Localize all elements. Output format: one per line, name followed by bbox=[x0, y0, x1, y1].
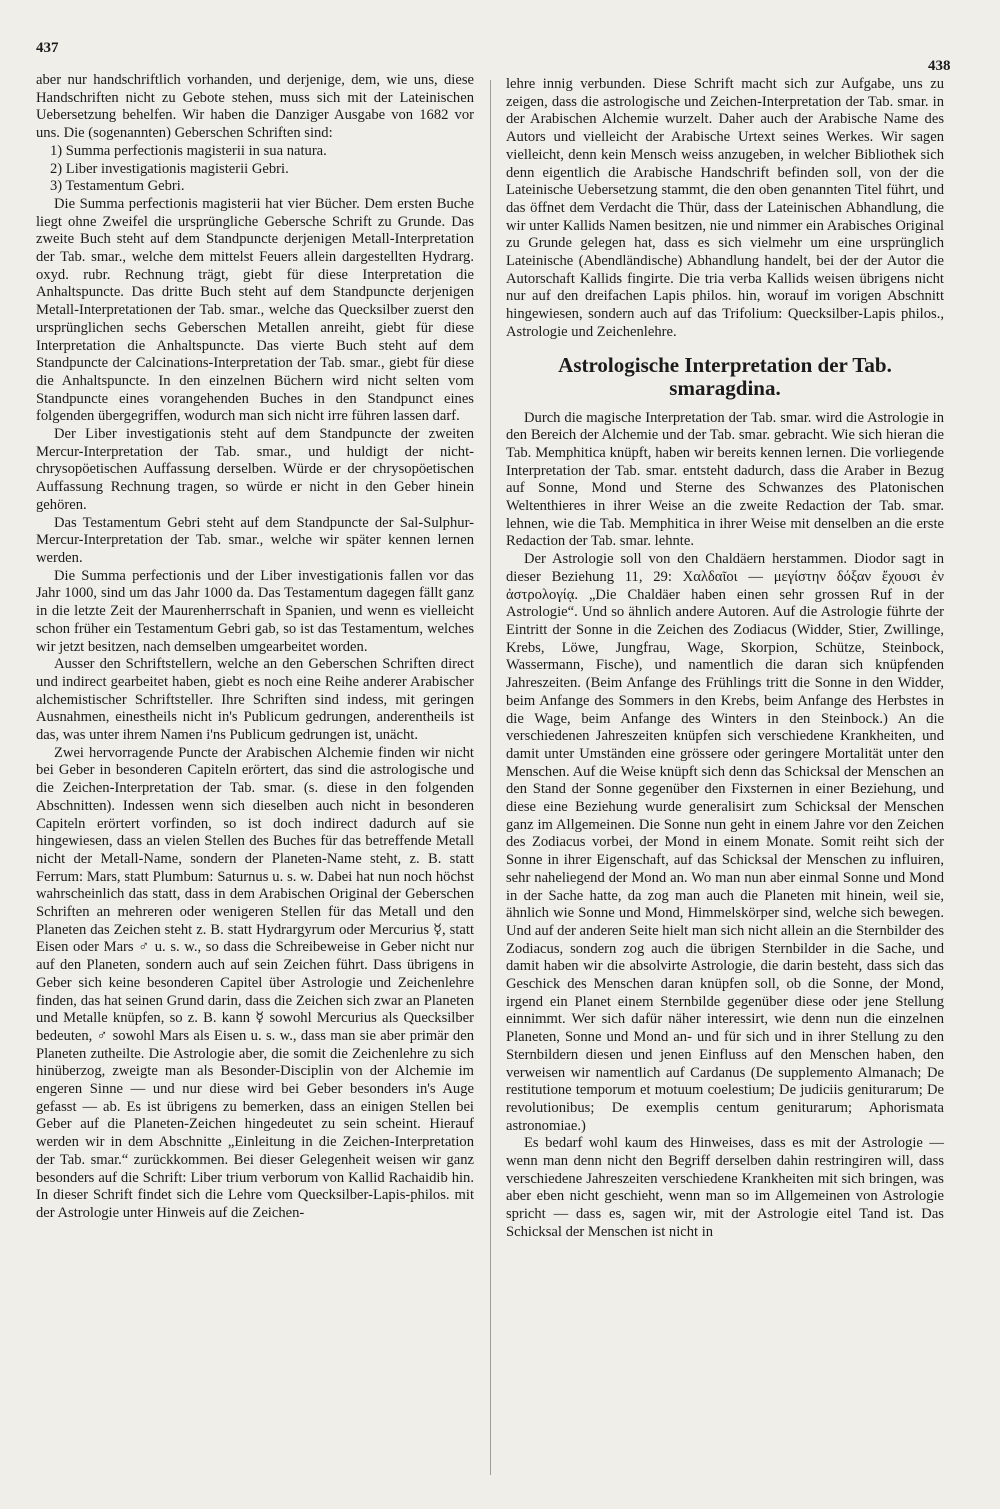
column-divider bbox=[490, 80, 491, 1475]
paragraph: Die Summa perfectionis magisterii hat vier Bücher. Dem ersten Buche liegt ohne Zweifel die ursprüngliche Gebersche Schrift zu Grunde. Das zweite Buch steht auf dem Standpuncte derjenigen Metall-Interpretation der Tab. smar., welche dem mittelst Feuers allein dargestellten Hydrarg. oxyd. rubr. Rechnung trägt, giebt für diese Interpretation die Anhaltspuncte. Das dritte Buch steht auf dem Standpuncte derjenigen Metall-Interpretationen der Tab. smar., welche das Quecksilber zuerst den ursprünglichen sechs Geberschen Metallen anreiht, giebt für diese Interpretation die Anhaltspuncte. Das vierte Buch steht auf dem Standpuncte der Calcinations-Interpretation der Tab. smar., giebt für diese die Anhaltspuncte. In den einzelnen Büchern wird nicht selten vom Standpuncte eines vorangehenden Buches in den Standpunct eines folgenden übergegriffen, wodurch man sich nicht irre führen lassen darf. bbox=[36, 195, 474, 425]
page-number-right: 438 bbox=[928, 58, 951, 74]
list-item: 2) Liber investigationis magisterii Gebri. bbox=[50, 160, 289, 177]
section-heading: Astrologische Interpretation der Tab. smaragdina. bbox=[558, 352, 892, 400]
paragraph: Der Astrologie soll von den Chaldäern herstammen. Diodor sagt in dieser Beziehung 11, 29: Χαλδαῖοι — μεγίστην δόξαν ἔχουσι ἐν ἀστρολογίᾳ. „Die Chaldäer haben einen sehr grossen Ruf in der Astrologie“. Und so ähnlich andere Autoren. Auf die Astrologie führte der Eintritt der Sonne in die Zeichen des Zodiacus (Widder, Stier, Zwillinge, Krebs, Löwe, Jungfrau, Wage, Skorpion, Schütze, Steinbock, Wassermann, Fische), und namentlich die daran sich knüpfenden Jahreszeiten. (Beim Anfange des Frühlings tritt die Sonne in den Widder, beim Anfange des Sommers in den Krebs, beim Anfange des Herbstes in die Wage, beim Anfange des Winters in den Steinbock.) An die verschiedenen Jahreszeiten knüpfen sich verschiedene Krankheiten, und damit unter Umständen eine grössere oder geringere Mortalität unter den Menschen. Auf die Weise knüpft sich denn das Schicksal der Menschen an den Stand der Sonne gegenüber den Fixsternen in einer Beziehung, und diese eine Beziehung wurde generalisirt zum Schicksal der Menschen ganz im Allgemeinen. Die Sonne nun geht in einem Jahre vor den Zeichen des Zodiacus vorbei, der Mond in einem Monate. Somit reiht sich der Sonne in ihrer Eigenschaft, auf das Schicksal der Menschen zu influiren, sehr naheliegend der Mond an. Wo man nun aber einmal Sonne und Mond in der Sache hatte, da zog man auch die Planeten mit hinein, weil sie, ähnlich wie Sonne und Mond, Himmelskörper sind, welche sich bewegen. Und auf der anderen Seite hielt man sich nicht allein an die Sternbilder des Zodiacus, sondern zog auch die übrigen Sternbilder in die Sache, und damit haben wir die absolvirte Astrologie, die darin besteht, dass sich das Geschick des Menschen daran knüpfen soll, ob die Sonne, der Mond, irgend ein Planet einem Sternbilde gegenüber diese oder jene Stellung einnimmt. Wer sich dafür näher interessirt, wie denn nun die einzelnen Planeten, Sonne und Mond an- und für sich und in ihrer Stellung zu den Sternbildern diesen und jenen Einfluss auf den Menschen haben, den verweisen wir namentlich auf Cardanus (De supplemento Almanach; De restitutione temporum et motuum coelestium; De judiciis geniturarum; De revolutionibus; De exemplis centum geniturarum; Aphorismata astronomiae.) bbox=[506, 551, 944, 1134]
paragraph: lehre innig verbunden. Diese Schrift macht sich zur Aufgabe, uns zu zeigen, dass die astrologische und Zeichen-Interpretation der Tab. smar. in der Arabischen Alchemie wurzelt. Daher auch der Arabische Name des Autors und vielleicht der Arabische Urtext seines Werkes. Wir sagen vielleicht, denn kein Mensch weiss anzugeben, in welcher Bibliothek sich denn eigentlich die Arabische Handschrift befinden soll, von der die Lateinische Uebersetzung stammt, die den oben genannten Titel führt, und das öffnet dem Verdacht die Thür, dass der Lateinischen Abhandlung, die wir unter Kallids Namen besitzen, nie und nimmer ein Arabisches Original zu Grunde gelegen hat, dass es sich vielmehr um eine ursprünglich Lateinische (Abendländische) Abhandlung handelt, bei der der Autor die Autorschaft Kallids fingirte. Die tria verba Kallids weisen übrigens nicht nur auf den dreifachen Lapis philos. hin, worauf im vorigen Abschnitt hingewiesen, sondern auch auf das Trifolium: Quecksilber-Lapis philos., Astrologie und Zeichenlehre. bbox=[506, 76, 944, 340]
paragraph: Das Testamentum Gebri steht auf dem Standpuncte der Sal-Sulphur-Mercur-Interpretation der Tab. smar., welche wir später kennen lernen werden. bbox=[36, 514, 474, 566]
list-item: 3) Testamentum Gebri. bbox=[50, 178, 185, 195]
paragraph: aber nur handschriftlich vorhanden, und derjenige, dem, wie uns, diese Handschriften nicht zu Gebote stehen, muss sich mit der Lateinischen Uebersetzung behelfen. Wir haben die Danziger Ausgabe von 1682 vor uns. Die (sogenannten) Geberschen Schriften sind: bbox=[36, 72, 474, 142]
paragraph: Der Liber investigationis steht auf dem Standpuncte der zweiten Mercur-Interpretation der Tab. smar., und huldigt der nicht-chrysopöetischen Auffassung derselben. Würde er der chrysopöetischen Auffassung Rechnung tragen, so würde er nicht in den Geber hinein gehören. bbox=[36, 426, 474, 513]
paragraph: Die Summa perfectionis und der Liber investigationis fallen vor das Jahr 1000, sind um das Jahr 1000 da. Das Testamentum dagegen fällt ganz in die letzte Zeit der Maurenherrschaft in Spanien, und wenn es vielleicht schon früher ein Testamentum Gebri gab, so ist das Testamentum, welches wir jetzt besitzen, nach demselben umgearbeitet worden. bbox=[36, 567, 474, 655]
paragraph: Es bedarf wohl kaum des Hinweises, dass es mit der Astrologie — wenn man denn nicht den Begriff derselben dahin restringiren will, dass verschiedene Jahreszeiten verschiedene Krankheiten mit sich bringen, was aber eben nicht geschieht, wenn man so im Allgemeinen von Astrologie spricht — dass es, sagen wir, mit der Astrologie eitel Tand ist. Das Schicksal der Menschen ist nicht in bbox=[506, 1135, 944, 1240]
list-item: 1) Summa perfectionis magisterii in sua natura. bbox=[50, 142, 327, 159]
paragraph: Durch die magische Interpretation der Tab. smar. wird die Astrologie in den Bereich der Alchemie und der Tab. smar. gebracht. Wie sich hieran die Tab. Memphitica knüpft, haben wir bereits kennen lernen. Die vorliegende Interpretation der Tab. smar. entsteht dadurch, dass die Araber in Bezug auf Sonne, Mond und Sterne des Schwanzes des Platonischen Weltenthieres in ihrer Weise an die zweite Redaction der Tab. smar. lehnen, wie die Tab. Memphitica in ihrer Weise mit denselben an die erste Redaction der Tab. smar. lehnte. bbox=[506, 409, 944, 550]
paragraph: Zwei hervorragende Puncte der Arabischen Alchemie finden wir nicht bei Geber in besonderen Capiteln erörtert, das sind die astrologische und die Zeichen-Interpretation der Tab. smar. (s. diese in den folgenden Abschnitten). Indessen wenn sich dieselben auch nicht in besonderen Capiteln erörtert vorfinden, so ist doch indirect dadurch auf sie hingewiesen, dass an vielen Stellen des Buches für das betreffende Metall nicht der Metall-Name, sondern der Planeten-Name steht, z. B. statt Ferrum: Mars, statt Plumbum: Saturnus u. s. w. Dabei hat nun noch höchst wahrscheinlich das statt, dass in dem Arabischen Original der Geberschen Schriften an mehreren oder wenigeren Stellen für das Metall und den Planeten das Zeichen steht z. B. statt Hydrargyrum oder Mercurius ☿, statt Eisen oder Mars ♂ u. s. w., so dass die Schreibeweise in Geber nicht nur auf den Planeten, sondern auch auf sein Zeichen führt. Dass übrigens in Geber sich keine besonderen Capitel über Astrologie und Zeichenlehre finden, das hat seinen Grund darin, dass die Zeichen sich zwar an Planeten und Metalle knüpfen, so z. B. kann ☿ sowohl Mercurius als Quecksilber bedeuten, ♂ sowohl Mars als Eisen u. s. w., dass man sie aber primär den Planeten zutheilte. Die Astrologie aber, die somit die Zeichenlehre zu sich hinüberzog, zweigte man als Besonder-Disciplin von der Alchemie im engeren Sinne — und nur diese wird bei Geber besonders in's Auge gefasst — ab. Es ist übrigens zu bemerken, dass an einigen Stellen bei Geber auf die Planeten-Zeichen hingedeutet zu sein scheint. Hierauf werden wir in dem Abschnitte „Einleitung in die Zeichen-Interpretation der Tab. smar.“ zurückkommen. Bei dieser Gelegenheit weisen wir ganz besonders auf die Schrift: Liber trium verborum von Kallid Rachaidib hin. In dieser Schrift findet sich die Lehre vom Quecksilber-Lapis-philos. mit der Astrologie unter Hinweis auf die Zeichen- bbox=[36, 744, 474, 1221]
left-column bbox=[36, 72, 474, 1223]
page-number-left: 437 bbox=[36, 40, 59, 56]
paragraph: Ausser den Schriftstellern, welche an den Geberschen Schriften direct und indirect gearbeitet haben, giebt es noch eine Reihe anderer Arabischer alchemistischer Schriftsteller. Ihre Schriften sind indess, mit geringen Ausnahmen, einestheils nicht in's Publicum gedrungen, anderentheils ist das, was unter ihrem Namen i'ns Publicum gedrungen ist, unächt. bbox=[36, 656, 474, 744]
right-column bbox=[506, 76, 944, 1242]
